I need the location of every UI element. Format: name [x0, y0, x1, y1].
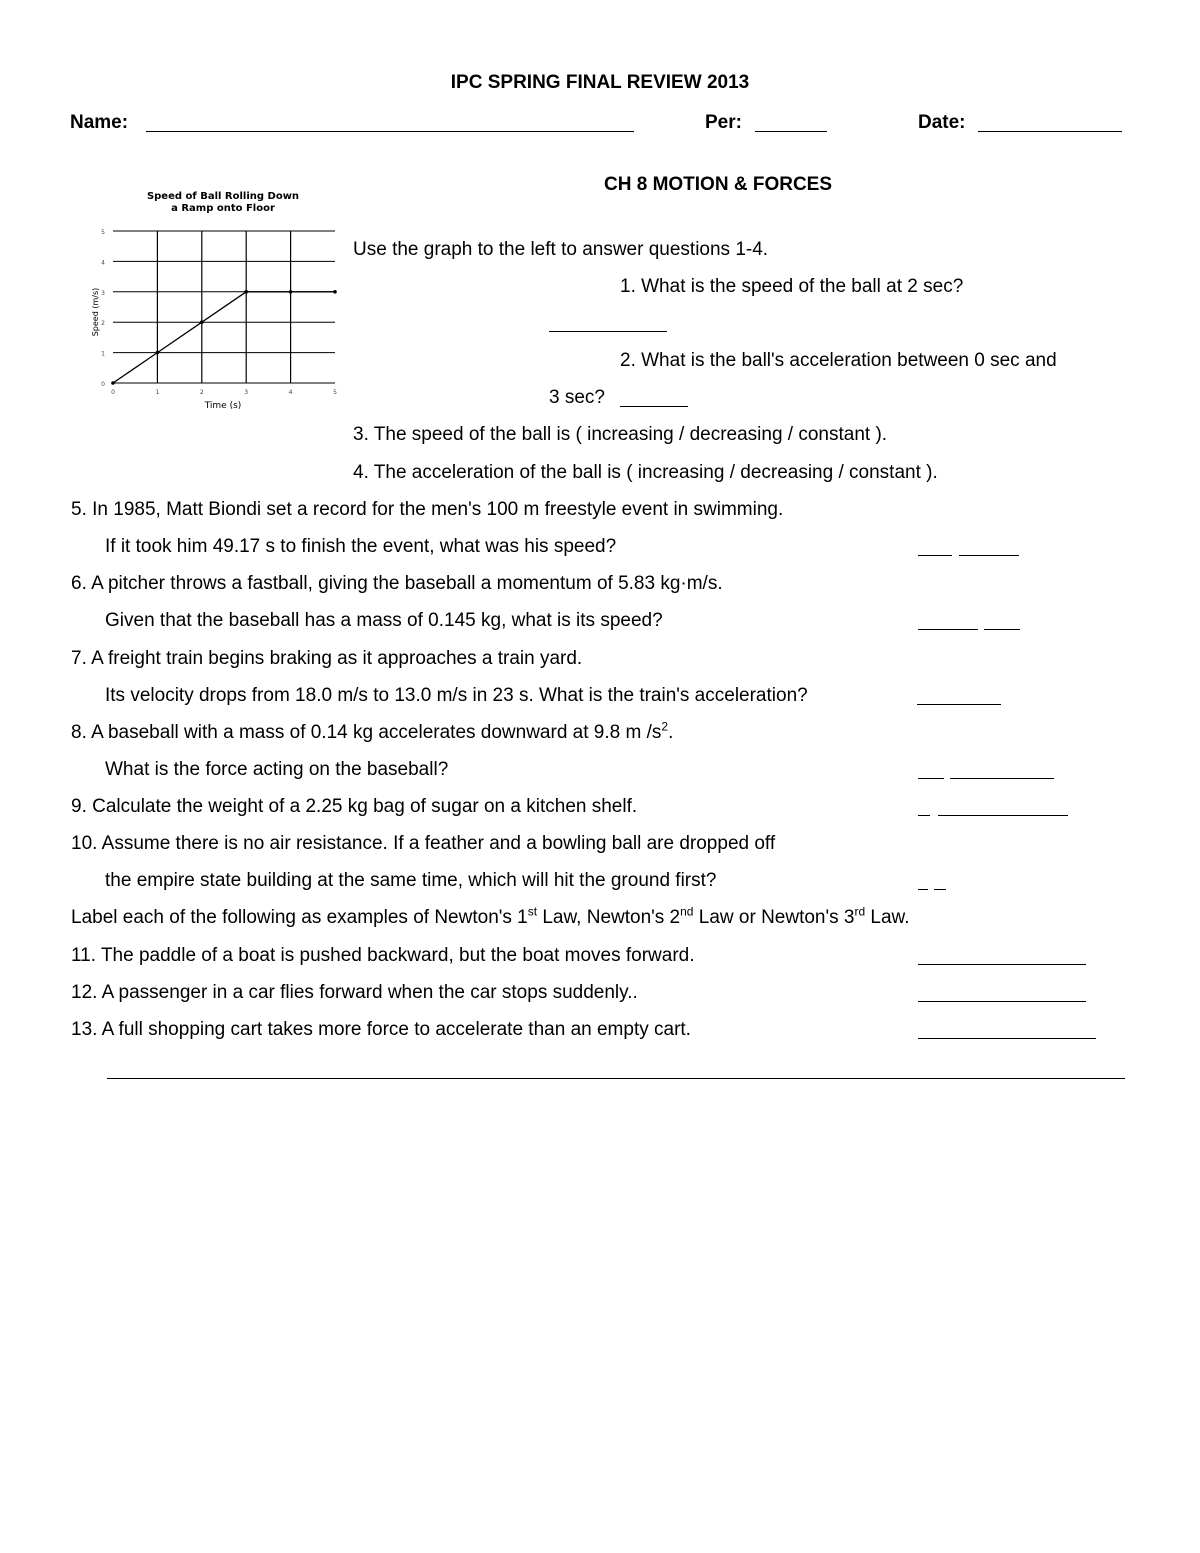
question-11: 11. The paddle of a boat is pushed backward, but the boat moves forward.: [71, 945, 695, 966]
question-12: 12. A passenger in a car flies forward when the car stops suddenly..: [71, 982, 638, 1003]
chart-title-line-1: Speed of Ball Rolling Down: [146, 191, 300, 202]
question-6-line-1: 6. A pitcher throws a fastball, giving the baseball a momentum of 5.83 kg·m/s.: [71, 573, 723, 594]
question-5-line-2: If it took him 49.17 s to finish the event, what was his speed?: [105, 536, 617, 557]
chart-y-tick-label: 3: [101, 289, 105, 297]
speed-time-graph: [80, 180, 350, 420]
answer-blank-9b[interactable]: [938, 799, 1068, 816]
date-label: Date:: [918, 112, 966, 133]
question-2-line-1: 2. What is the ball's acceleration between 0 sec and: [620, 350, 1057, 371]
chart-x-axis-label: Time (s): [204, 401, 242, 411]
chart-title-line-2: a Ramp onto Floor: [171, 203, 275, 214]
chart-y-tick-label: 2: [101, 320, 105, 328]
worksheet-title: IPC SPRING FINAL REVIEW 2013: [450, 72, 750, 93]
question-5-line-1: 5. In 1985, Matt Biondi set a record for the men's 100 m freestyle event in swimming.: [71, 499, 784, 520]
question-8-line-1: 8. A baseball with a mass of 0.14 kg accelerates downward at 9.8 m $/s^2$.: [71, 719, 674, 743]
answer-blank-10b[interactable]: [934, 873, 946, 890]
chart-series-line: [113, 292, 335, 383]
question-7-line-1: 7. A freight train begins braking as it approaches a train yard.: [71, 648, 583, 669]
chart-y-tick-label: 1: [101, 350, 105, 358]
chart-data-point: [111, 381, 115, 385]
chart-x-tick-label: 2: [199, 389, 204, 396]
answer-line-13-extended[interactable]: [107, 1062, 1125, 1079]
period-field[interactable]: [755, 115, 827, 132]
question-8-line-2: What is the force acting on the baseball?: [105, 759, 449, 780]
answer-blank-2[interactable]: [620, 390, 688, 407]
graph-instructions: Use the graph to the left to answer questions 1-4.: [353, 239, 769, 260]
question-13: 13. A full shopping cart takes more force to accelerate than an empty cart.: [71, 1019, 691, 1040]
answer-blank-5a[interactable]: [918, 539, 952, 556]
question-7-line-2: Its velocity drops from 18.0 m/s to 13.0 m/s in 23 s. What is the train's acceleration?: [105, 685, 808, 706]
question-6-line-2: Given that the baseball has a mass of 0.145 kg, what is its speed?: [105, 610, 663, 631]
question-1: 1. What is the speed of the ball at 2 sec?: [620, 276, 964, 297]
question-9: 9. Calculate the weight of a 2.25 kg bag of sugar on a kitchen shelf.: [71, 796, 638, 817]
question-10-line-2: the empire state building at the same time, which will hit the ground first?: [105, 870, 717, 891]
answer-blank-6b[interactable]: [984, 613, 1020, 630]
section-heading: CH 8 MOTION & FORCES: [604, 174, 833, 195]
chart-y-tick-label: 4: [101, 259, 105, 267]
answer-blank-13[interactable]: [918, 1022, 1096, 1039]
answer-blank-1[interactable]: [549, 315, 667, 332]
per-label: Per:: [705, 112, 742, 133]
chart-data-point: [244, 290, 248, 294]
answer-blank-8a[interactable]: [918, 762, 944, 779]
chart-data-point: [289, 290, 293, 294]
question-10-line-1: 10. Assume there is no air resistance. If a feather and a bowling ball are dropped off: [71, 833, 776, 854]
name-label: Name:: [70, 112, 129, 133]
chart-x-tick-label: 5: [333, 389, 337, 396]
chart-x-tick-label: 4: [288, 389, 293, 396]
date-field[interactable]: [978, 115, 1122, 132]
answer-blank-10a[interactable]: [918, 873, 928, 890]
question-2-line-2: 3 sec?: [549, 387, 605, 408]
answer-blank-5b[interactable]: [959, 539, 1019, 556]
chart-x-tick-label: 3: [244, 389, 249, 396]
chart-y-tick-label: 0: [101, 381, 105, 388]
chart-y-axis-label: Speed (m/s): [91, 287, 100, 337]
chart-data-point: [200, 320, 204, 324]
answer-blank-7[interactable]: [917, 688, 1001, 705]
answer-blank-12[interactable]: [918, 985, 1086, 1002]
question-4: 4. The acceleration of the ball is ( increasing / decreasing / constant ).: [353, 462, 938, 483]
answer-blank-11[interactable]: [918, 948, 1086, 965]
chart-data-point: [156, 351, 160, 355]
chart-y-tick-label: 5: [101, 229, 105, 236]
newton-instructions: Label each of the following as examples of Newton's 1st Law, Newton's 2nd Law or Newton's 3rd Law.: [71, 904, 910, 928]
name-field[interactable]: [146, 115, 634, 132]
chart-x-tick-label: 0: [111, 389, 115, 396]
answer-blank-8b[interactable]: [950, 762, 1054, 779]
chart-x-tick-label: 1: [155, 389, 160, 396]
chart-data-point: [333, 290, 337, 294]
answer-blank-9a[interactable]: [918, 799, 930, 816]
question-3: 3. The speed of the ball is ( increasing / decreasing / constant ).: [353, 424, 888, 445]
answer-blank-6a[interactable]: [918, 613, 978, 630]
